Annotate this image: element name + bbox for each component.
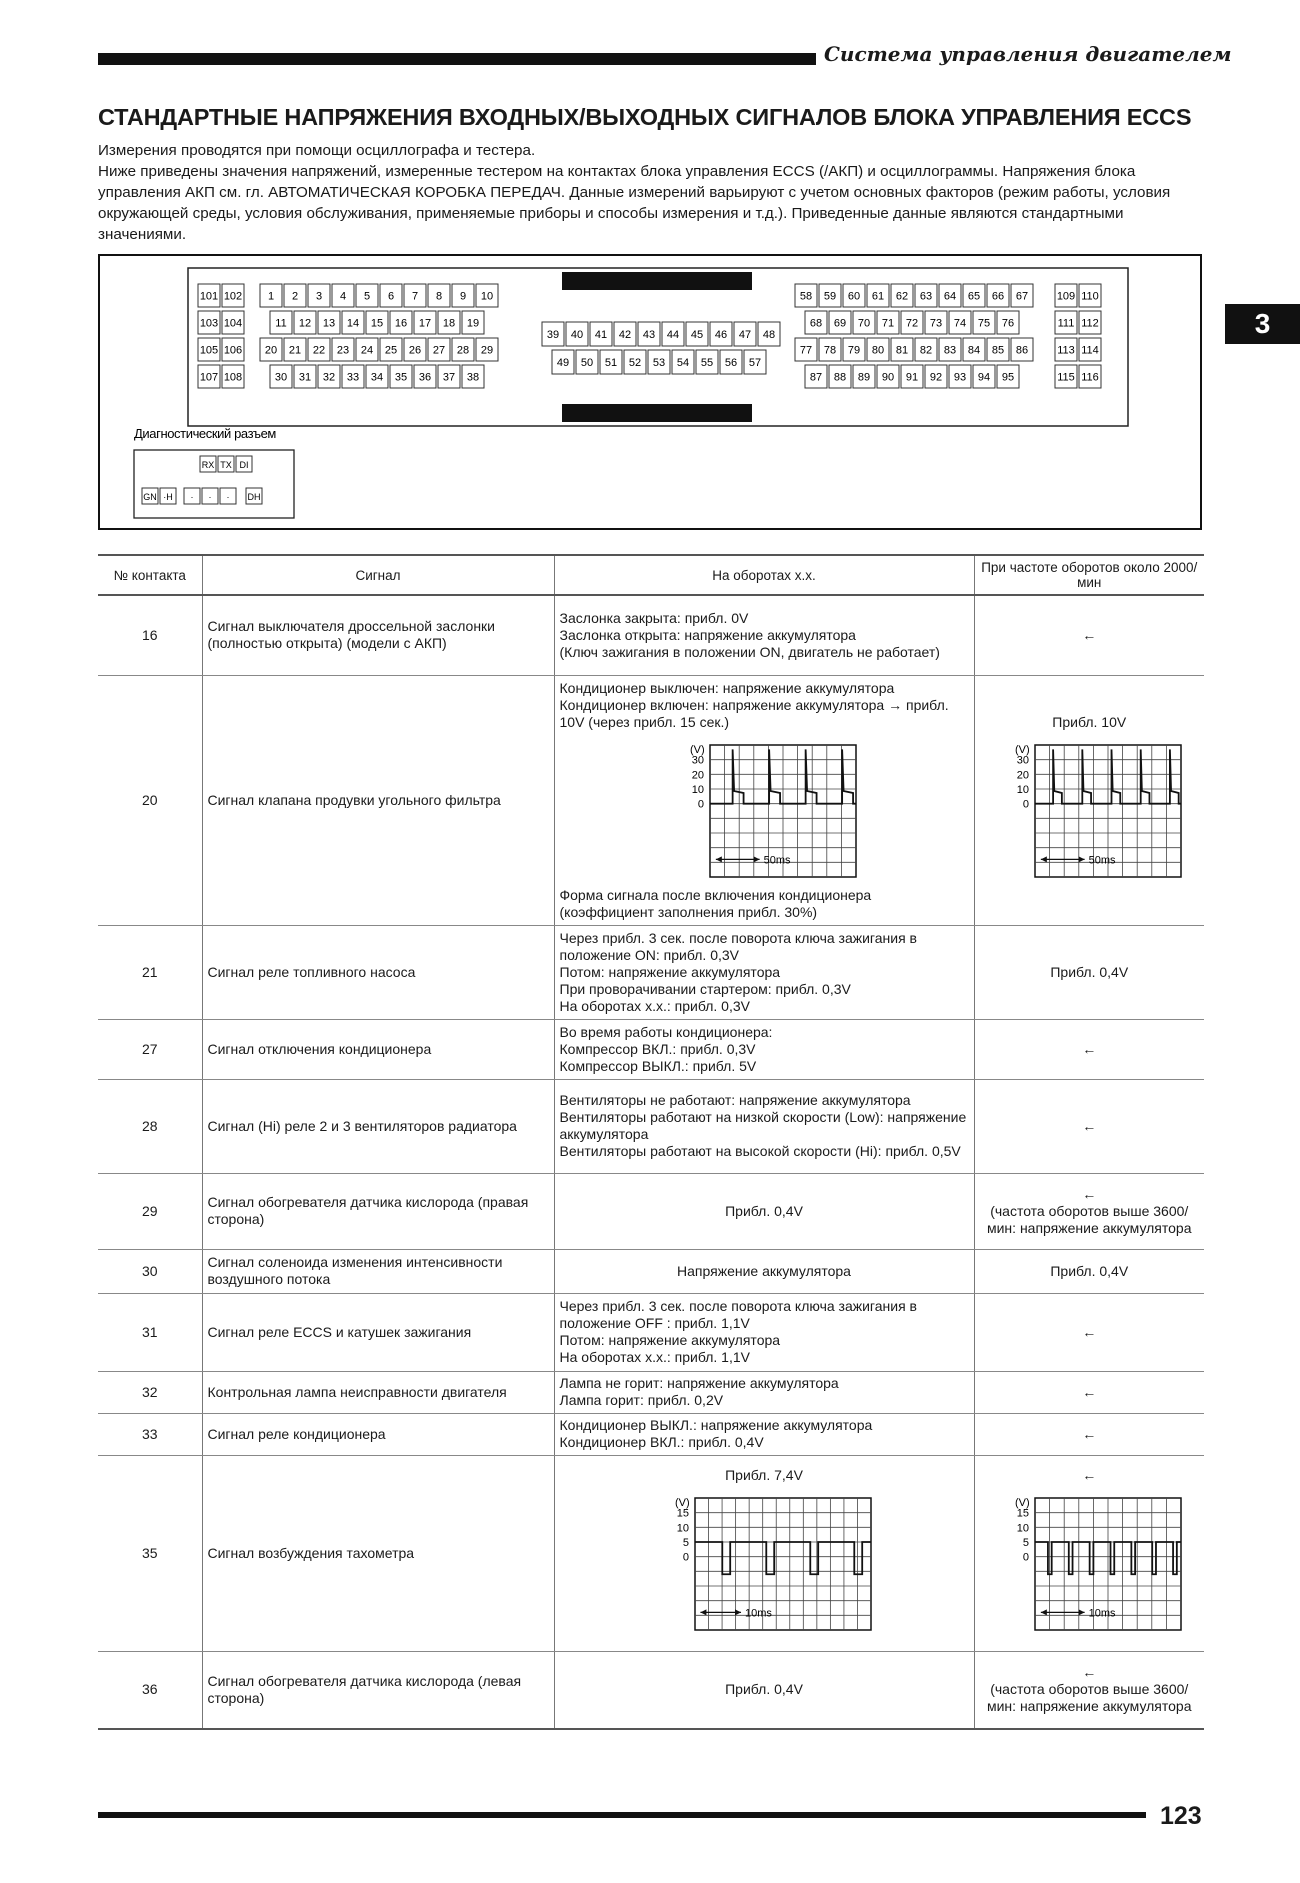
connector-pin-label: 22 bbox=[312, 344, 326, 357]
connector-pin-label: 84 bbox=[967, 344, 981, 357]
scope-y-tick: 0 bbox=[1023, 798, 1030, 811]
intro-paragraph: Измерения проводятся при помощи осциллографа и тестера. bbox=[98, 142, 536, 159]
signal-name: Сигнал обогревателя датчика кислорода (правая сторона) bbox=[202, 1173, 554, 1249]
connector-pin-label: 50 bbox=[580, 357, 594, 369]
connector-pin-label: 39 bbox=[546, 329, 560, 341]
connector-pin-label: 113 bbox=[1057, 344, 1075, 357]
idle-value: Заслонка закрыта: прибл. 0V Заслонка открыта: напряжение аккумулятора (Ключ зажигания в положении ON, двигатель не работает) bbox=[554, 595, 974, 675]
connector-pin-label: 49 bbox=[556, 357, 570, 369]
rpm2000-value: ← (V) 15 10 5 0 10ms bbox=[974, 1455, 1204, 1651]
pin-number: 31 bbox=[98, 1293, 202, 1371]
idle-value: Кондиционер ВЫКЛ.: напряжение аккумулятора Кондиционер ВКЛ.: прибл. 0,4V bbox=[554, 1413, 974, 1455]
connector-pin-label: 114 bbox=[1081, 344, 1099, 357]
connector-pin-label: 90 bbox=[881, 371, 895, 384]
table-row bbox=[98, 925, 1204, 1019]
intro-text bbox=[98, 140, 1205, 245]
pin-number: 28 bbox=[98, 1079, 202, 1173]
connector-pin-label: 24 bbox=[360, 344, 374, 357]
connector-pin-label: 17 bbox=[418, 317, 432, 330]
connector-pin-label: 65 bbox=[967, 290, 981, 303]
scope-y-tick: 0 bbox=[682, 1551, 689, 1564]
oscillogram-purge-idle bbox=[664, 735, 864, 885]
connector-pin-label: 7 bbox=[411, 290, 419, 303]
connector-pin-label: 74 bbox=[953, 317, 967, 330]
connector-pin-label: 57 bbox=[748, 357, 762, 369]
oscillogram-purge-2000 bbox=[989, 735, 1189, 885]
scope-time-label: 10ms bbox=[745, 1606, 772, 1619]
connector-pin-label: 104 bbox=[223, 317, 243, 330]
scope-y-tick: 0 bbox=[697, 798, 704, 811]
connector-pin-label: 77 bbox=[799, 344, 813, 357]
rpm2000-value: ← bbox=[974, 1079, 1204, 1173]
connector-pin-label: 80 bbox=[871, 344, 885, 357]
connector-pin-label: 28 bbox=[456, 344, 470, 357]
connector-pin-label: 11 bbox=[275, 317, 287, 330]
idle-value: Через прибл. 3 сек. после поворота ключа зажигания в положение ON: прибл. 0,3V Потом: напряжение аккумулятора При проворачивании стартером: прибл. 0,3V На оборотах х.х.: прибл. 0,3V bbox=[554, 925, 974, 1019]
signal-name: Сигнал (Hi) реле 2 и 3 вентиляторов радиатора bbox=[202, 1079, 554, 1173]
connector-pin-label: 81 bbox=[895, 344, 909, 357]
connector-pin-label: 40 bbox=[570, 329, 584, 341]
pin-number: 33 bbox=[98, 1413, 202, 1455]
connector-pin-label: 86 bbox=[1015, 344, 1029, 357]
footer-rule bbox=[98, 1812, 1146, 1818]
diag-pin-label: · bbox=[226, 492, 230, 502]
scope-y-tick: 15 bbox=[676, 1507, 689, 1520]
scope-y-tick: 10 bbox=[691, 783, 704, 796]
pin-number: 36 bbox=[98, 1651, 202, 1729]
section-title: Система управления двигателем bbox=[824, 42, 1232, 66]
connector-pin-label: 51 bbox=[604, 357, 618, 369]
scope-y-tick: 10 bbox=[676, 1521, 689, 1534]
connector-pin-label: 26 bbox=[408, 344, 422, 357]
idle-value: Вентиляторы не работают: напряжение аккумулятора Вентиляторы работают на низкой скорости (Low): напряжение аккумулятора Вентиляторы работают на высокой скорости (Hi): прибл. 0,5V bbox=[554, 1079, 974, 1173]
pin-number: 29 bbox=[98, 1173, 202, 1249]
connector-pin-label: 47 bbox=[738, 329, 752, 341]
signal-name: Сигнал клапана продувки угольного фильтра bbox=[202, 675, 554, 925]
table-row bbox=[98, 1249, 1204, 1293]
oscillogram-tacho-2000 bbox=[989, 1488, 1189, 1638]
connector-pin-label: 1 bbox=[267, 290, 275, 303]
scope-y-unit: (V) bbox=[1015, 743, 1030, 756]
idle-value: Лампа не горит: напряжение аккумулятора Лампа горит: прибл. 0,2V bbox=[554, 1371, 974, 1413]
scope-y-tick: 10 bbox=[1017, 1521, 1030, 1534]
connector-pin-label: 88 bbox=[833, 371, 847, 384]
rpm2000-value: Прибл. 0,4V bbox=[974, 925, 1204, 1019]
scope-y-tick: 5 bbox=[1023, 1536, 1030, 1549]
connector-pin-label: 78 bbox=[823, 344, 837, 357]
connector-pin-label: 3 bbox=[315, 290, 323, 303]
connector-pin-label: 9 bbox=[459, 290, 467, 303]
connector-pin-label: 48 bbox=[762, 329, 776, 341]
connector-pin-label: 109 bbox=[1056, 290, 1076, 303]
connector-pin-label: 103 bbox=[199, 317, 219, 330]
table-row bbox=[98, 675, 1204, 925]
connector-pin-label: 107 bbox=[199, 371, 219, 384]
idle-value: Кондиционер выключен: напряжение аккумулятора Кондиционер включен: напряжение аккумулятора → прибл. 10V (через прибл. 15 сек.) (V) 30 20 10 0 50ms Форма сигнала после включения кондиционера (коэффициент заполнения прибл. 30%) bbox=[554, 675, 974, 925]
connector-pin-label: 21 bbox=[288, 344, 302, 357]
pin-number: 35 bbox=[98, 1455, 202, 1651]
rpm2000-value: ← bbox=[974, 1371, 1204, 1413]
connector-pin-label: 45 bbox=[690, 329, 704, 341]
connector-pin-label: 91 bbox=[905, 371, 919, 384]
scope-time-label: 50ms bbox=[763, 853, 791, 866]
pin-number: 21 bbox=[98, 925, 202, 1019]
connector-pin-label: 16 bbox=[394, 317, 408, 330]
page-title: СТАНДАРТНЫЕ НАПРЯЖЕНИЯ ВХОДНЫХ/ВЫХОДНЫХ СИГНАЛОВ БЛОКА УПРАВЛЕНИЯ ECCS bbox=[98, 104, 1192, 130]
connector-pin-label: 70 bbox=[857, 317, 871, 330]
rpm2000-value: ← bbox=[974, 1293, 1204, 1371]
connector-pin-label: 31 bbox=[298, 371, 312, 384]
diag-connector-pins bbox=[142, 456, 262, 504]
connector-pin-label: 68 bbox=[809, 317, 823, 330]
signal-name: Сигнал реле топливного насоса bbox=[202, 925, 554, 1019]
signal-name: Сигнал выключателя дроссельной заслонки (полностью открыта) (модели с АКП) bbox=[202, 595, 554, 675]
connector-pin-label: 14 bbox=[346, 317, 360, 330]
connector-pin-label: 8 bbox=[435, 290, 443, 303]
connector-pin-label: 15 bbox=[370, 317, 384, 330]
connector-pin-label: 106 bbox=[223, 344, 243, 357]
connector-pin-label: 66 bbox=[991, 290, 1005, 303]
connector-latch-top bbox=[562, 272, 752, 290]
table-row bbox=[98, 1371, 1204, 1413]
connector-pin-label: 13 bbox=[322, 317, 336, 330]
connector-pin-label: 115 bbox=[1057, 371, 1075, 384]
connector-pin-label: 76 bbox=[1001, 317, 1015, 330]
connector-pin-label: 63 bbox=[919, 290, 933, 303]
pin-block-b bbox=[260, 284, 498, 388]
voltage-table bbox=[98, 554, 1204, 1730]
connector-pin-label: 55 bbox=[700, 357, 714, 369]
table-row bbox=[98, 1079, 1204, 1173]
connector-pin-label: 44 bbox=[666, 329, 680, 341]
connector-pin-label: 37 bbox=[442, 371, 456, 384]
col-header-2000: При частоте оборотов около 2000/мин bbox=[974, 555, 1204, 595]
pin-block-c bbox=[542, 322, 780, 374]
connector-pin-label: 29 bbox=[480, 344, 494, 357]
diag-pin-label: DH bbox=[247, 492, 261, 502]
diag-pin-label: GN bbox=[143, 492, 157, 502]
table-row bbox=[98, 1413, 1204, 1455]
connector-pin-label: 36 bbox=[418, 371, 432, 384]
connector-pin-label: 108 bbox=[223, 371, 243, 384]
connector-pin-label: 92 bbox=[929, 371, 943, 384]
connector-pin-label: 75 bbox=[977, 317, 991, 330]
oscillogram-tacho-idle bbox=[649, 1488, 879, 1638]
connector-pin-label: 42 bbox=[618, 329, 632, 341]
signal-name: Сигнал реле кондиционера bbox=[202, 1413, 554, 1455]
scope-y-tick: 30 bbox=[691, 754, 704, 767]
diag-pin-label: · bbox=[208, 492, 212, 502]
connector-pin-label: 32 bbox=[322, 371, 336, 384]
table-row bbox=[98, 1651, 1204, 1729]
diag-pin-label: ·H bbox=[163, 492, 173, 502]
table-header-row bbox=[98, 555, 1204, 595]
diag-connector-label: Диагностический разъем bbox=[134, 426, 276, 441]
rpm2000-value: ← bbox=[974, 1413, 1204, 1455]
scope-y-unit: (V) bbox=[675, 1496, 690, 1509]
rpm2000-value: ← (частота оборотов выше 3600/мин: напряжение аккумулятора bbox=[974, 1173, 1204, 1249]
header-rule bbox=[98, 53, 816, 65]
connector-pin-label: 82 bbox=[919, 344, 933, 357]
connector-pin-label: 30 bbox=[274, 371, 288, 384]
connector-pin-label: 105 bbox=[199, 344, 219, 357]
connector-pin-label: 12 bbox=[298, 317, 312, 330]
scope-y-tick: 20 bbox=[1017, 768, 1030, 781]
signal-name: Сигнал реле ECCS и катушек зажигания bbox=[202, 1293, 554, 1371]
connector-pin-label: 79 bbox=[847, 344, 861, 357]
connector-pin-label: 111 bbox=[1057, 317, 1075, 330]
signal-name: Сигнал обогревателя датчика кислорода (левая сторона) bbox=[202, 1651, 554, 1729]
connector-diagram bbox=[98, 254, 1202, 530]
idle-value: Прибл. 0,4V bbox=[554, 1173, 974, 1249]
table-row bbox=[98, 595, 1204, 675]
connector-pin-label: 38 bbox=[466, 371, 480, 384]
pin-number: 32 bbox=[98, 1371, 202, 1413]
connector-pin-label: 52 bbox=[628, 357, 642, 369]
connector-pin-label: 102 bbox=[223, 290, 243, 303]
diag-pin-label: TX bbox=[220, 460, 232, 470]
chapter-tab: 3 bbox=[1225, 304, 1300, 344]
connector-pin-label: 4 bbox=[339, 290, 347, 303]
connector-pin-label: 58 bbox=[799, 290, 813, 303]
idle-value: Во время работы кондиционера: Компрессор ВКЛ.: прибл. 0,3V Компрессор ВЫКЛ.: прибл. 5V bbox=[554, 1019, 974, 1079]
connector-pin-layout bbox=[100, 256, 1200, 528]
rpm2000-value: ← bbox=[974, 595, 1204, 675]
idle-value: Прибл. 7,4V (V) 15 10 5 0 10ms bbox=[554, 1455, 974, 1651]
col-header-idle: На оборотах х.х. bbox=[554, 555, 974, 595]
connector-pin-label: 41 bbox=[594, 329, 608, 341]
connector-pin-label: 46 bbox=[714, 329, 728, 341]
table-row bbox=[98, 1455, 1204, 1651]
connector-pin-label: 89 bbox=[857, 371, 871, 384]
connector-pin-label: 25 bbox=[384, 344, 398, 357]
connector-pin-label: 94 bbox=[977, 371, 991, 384]
pin-number: 27 bbox=[98, 1019, 202, 1079]
connector-pin-label: 64 bbox=[943, 290, 957, 303]
scope-y-tick: 0 bbox=[1023, 1551, 1030, 1564]
col-header-signal: Сигнал bbox=[202, 555, 554, 595]
rpm2000-value: ← bbox=[974, 1019, 1204, 1079]
page-number: 123 bbox=[1160, 1802, 1202, 1830]
pin-block-a bbox=[198, 284, 244, 388]
connector-pin-label: 18 bbox=[442, 317, 456, 330]
connector-pin-label: 23 bbox=[336, 344, 350, 357]
connector-pin-label: 95 bbox=[1001, 371, 1015, 384]
connector-pin-label: 110 bbox=[1081, 290, 1099, 303]
scope-time-label: 50ms bbox=[1088, 853, 1116, 866]
table-row bbox=[98, 1293, 1204, 1371]
connector-pin-label: 93 bbox=[953, 371, 967, 384]
scope-time-label: 10ms bbox=[1088, 1606, 1116, 1619]
connector-pin-label: 87 bbox=[809, 371, 823, 384]
signal-name: Сигнал отключения кондиционера bbox=[202, 1019, 554, 1079]
connector-pin-label: 83 bbox=[943, 344, 957, 357]
rpm2000-value: Прибл. 10V (V) 30 20 10 0 50ms bbox=[974, 675, 1204, 925]
idle-value: Напряжение аккумулятора bbox=[554, 1249, 974, 1293]
signal-name: Сигнал соленоида изменения интенсивности воздушного потока bbox=[202, 1249, 554, 1293]
connector-pin-label: 27 bbox=[432, 344, 446, 357]
pin-number: 30 bbox=[98, 1249, 202, 1293]
scope-y-tick: 5 bbox=[682, 1536, 689, 1549]
rpm2000-value: ← (частота оборотов выше 3600/мин: напряжение аккумулятора bbox=[974, 1651, 1204, 1729]
scope-y-unit: (V) bbox=[690, 743, 705, 756]
connector-pin-label: 116 bbox=[1081, 371, 1099, 384]
connector-pin-label: 112 bbox=[1081, 317, 1099, 330]
intro-paragraph: Ниже приведены значения напряжений, измеренные тестером на контактах блока управления ECCS (/АКП) и осциллограммы. Напряжения блока управления АКП см. гл. АВТОМАТИЧЕСКАЯ КОРОБКА ПЕРЕДАЧ. Данные измерений варьируют с учетом основных факторов (режим работы, условия окружающей среды, условия обслуживания, применяемые приборы и способы измерения и т.д.). Приведенные данные являются стандартными значениями. bbox=[98, 163, 1171, 243]
connector-pin-label: 10 bbox=[480, 290, 494, 303]
table-row bbox=[98, 1173, 1204, 1249]
connector-pin-label: 20 bbox=[264, 344, 278, 357]
scope-y-tick: 10 bbox=[1017, 783, 1030, 796]
scope-y-unit: (V) bbox=[1015, 1496, 1030, 1509]
scope-y-tick: 20 bbox=[691, 768, 704, 781]
connector-pin-label: 67 bbox=[1015, 290, 1029, 303]
diag-pin-label: DI bbox=[239, 460, 249, 470]
table-row bbox=[98, 1019, 1204, 1079]
connector-pin-label: 73 bbox=[929, 317, 943, 330]
idle-value: Прибл. 0,4V bbox=[554, 1651, 974, 1729]
signal-name: Сигнал возбуждения тахометра bbox=[202, 1455, 554, 1651]
connector-pin-label: 60 bbox=[847, 290, 861, 303]
pin-number: 16 bbox=[98, 595, 202, 675]
connector-pin-label: 2 bbox=[291, 290, 299, 303]
scope-y-tick: 30 bbox=[1017, 754, 1030, 767]
connector-pin-label: 54 bbox=[676, 357, 690, 369]
connector-pin-label: 61 bbox=[871, 290, 885, 303]
connector-pin-label: 62 bbox=[895, 290, 909, 303]
connector-pin-label: 59 bbox=[823, 290, 837, 303]
connector-pin-label: 43 bbox=[642, 329, 656, 341]
pin-block-d bbox=[795, 284, 1033, 388]
connector-pin-label: 6 bbox=[387, 290, 395, 303]
connector-pin-label: 56 bbox=[724, 357, 738, 369]
connector-pin-label: 5 bbox=[363, 290, 371, 303]
connector-pin-label: 101 bbox=[199, 290, 219, 303]
connector-pin-label: 85 bbox=[991, 344, 1005, 357]
connector-pin-label: 53 bbox=[652, 357, 666, 369]
connector-pin-label: 33 bbox=[346, 371, 360, 384]
rpm2000-value: Прибл. 0,4V bbox=[974, 1249, 1204, 1293]
connector-latch-bottom bbox=[562, 404, 752, 422]
connector-pin-label: 19 bbox=[466, 317, 480, 330]
connector-pin-label: 35 bbox=[394, 371, 408, 384]
connector-pin-label: 71 bbox=[881, 317, 895, 330]
idle-value: Через прибл. 3 сек. после поворота ключа зажигания в положение OFF : прибл. 1,1V Потом: напряжение аккумулятора На оборотах х.х.: прибл. 1,1V bbox=[554, 1293, 974, 1371]
diag-pin-label: RX bbox=[201, 460, 215, 470]
connector-pin-label: 72 bbox=[905, 317, 919, 330]
pin-number: 20 bbox=[98, 675, 202, 925]
diag-pin-label: · bbox=[190, 492, 194, 502]
connector-pin-label: 34 bbox=[370, 371, 384, 384]
connector-pin-label: 69 bbox=[833, 317, 847, 330]
pin-block-e bbox=[1055, 284, 1101, 388]
scope-y-tick: 15 bbox=[1017, 1507, 1030, 1520]
col-header-num: № контакта bbox=[98, 555, 202, 595]
signal-name: Контрольная лампа неисправности двигателя bbox=[202, 1371, 554, 1413]
